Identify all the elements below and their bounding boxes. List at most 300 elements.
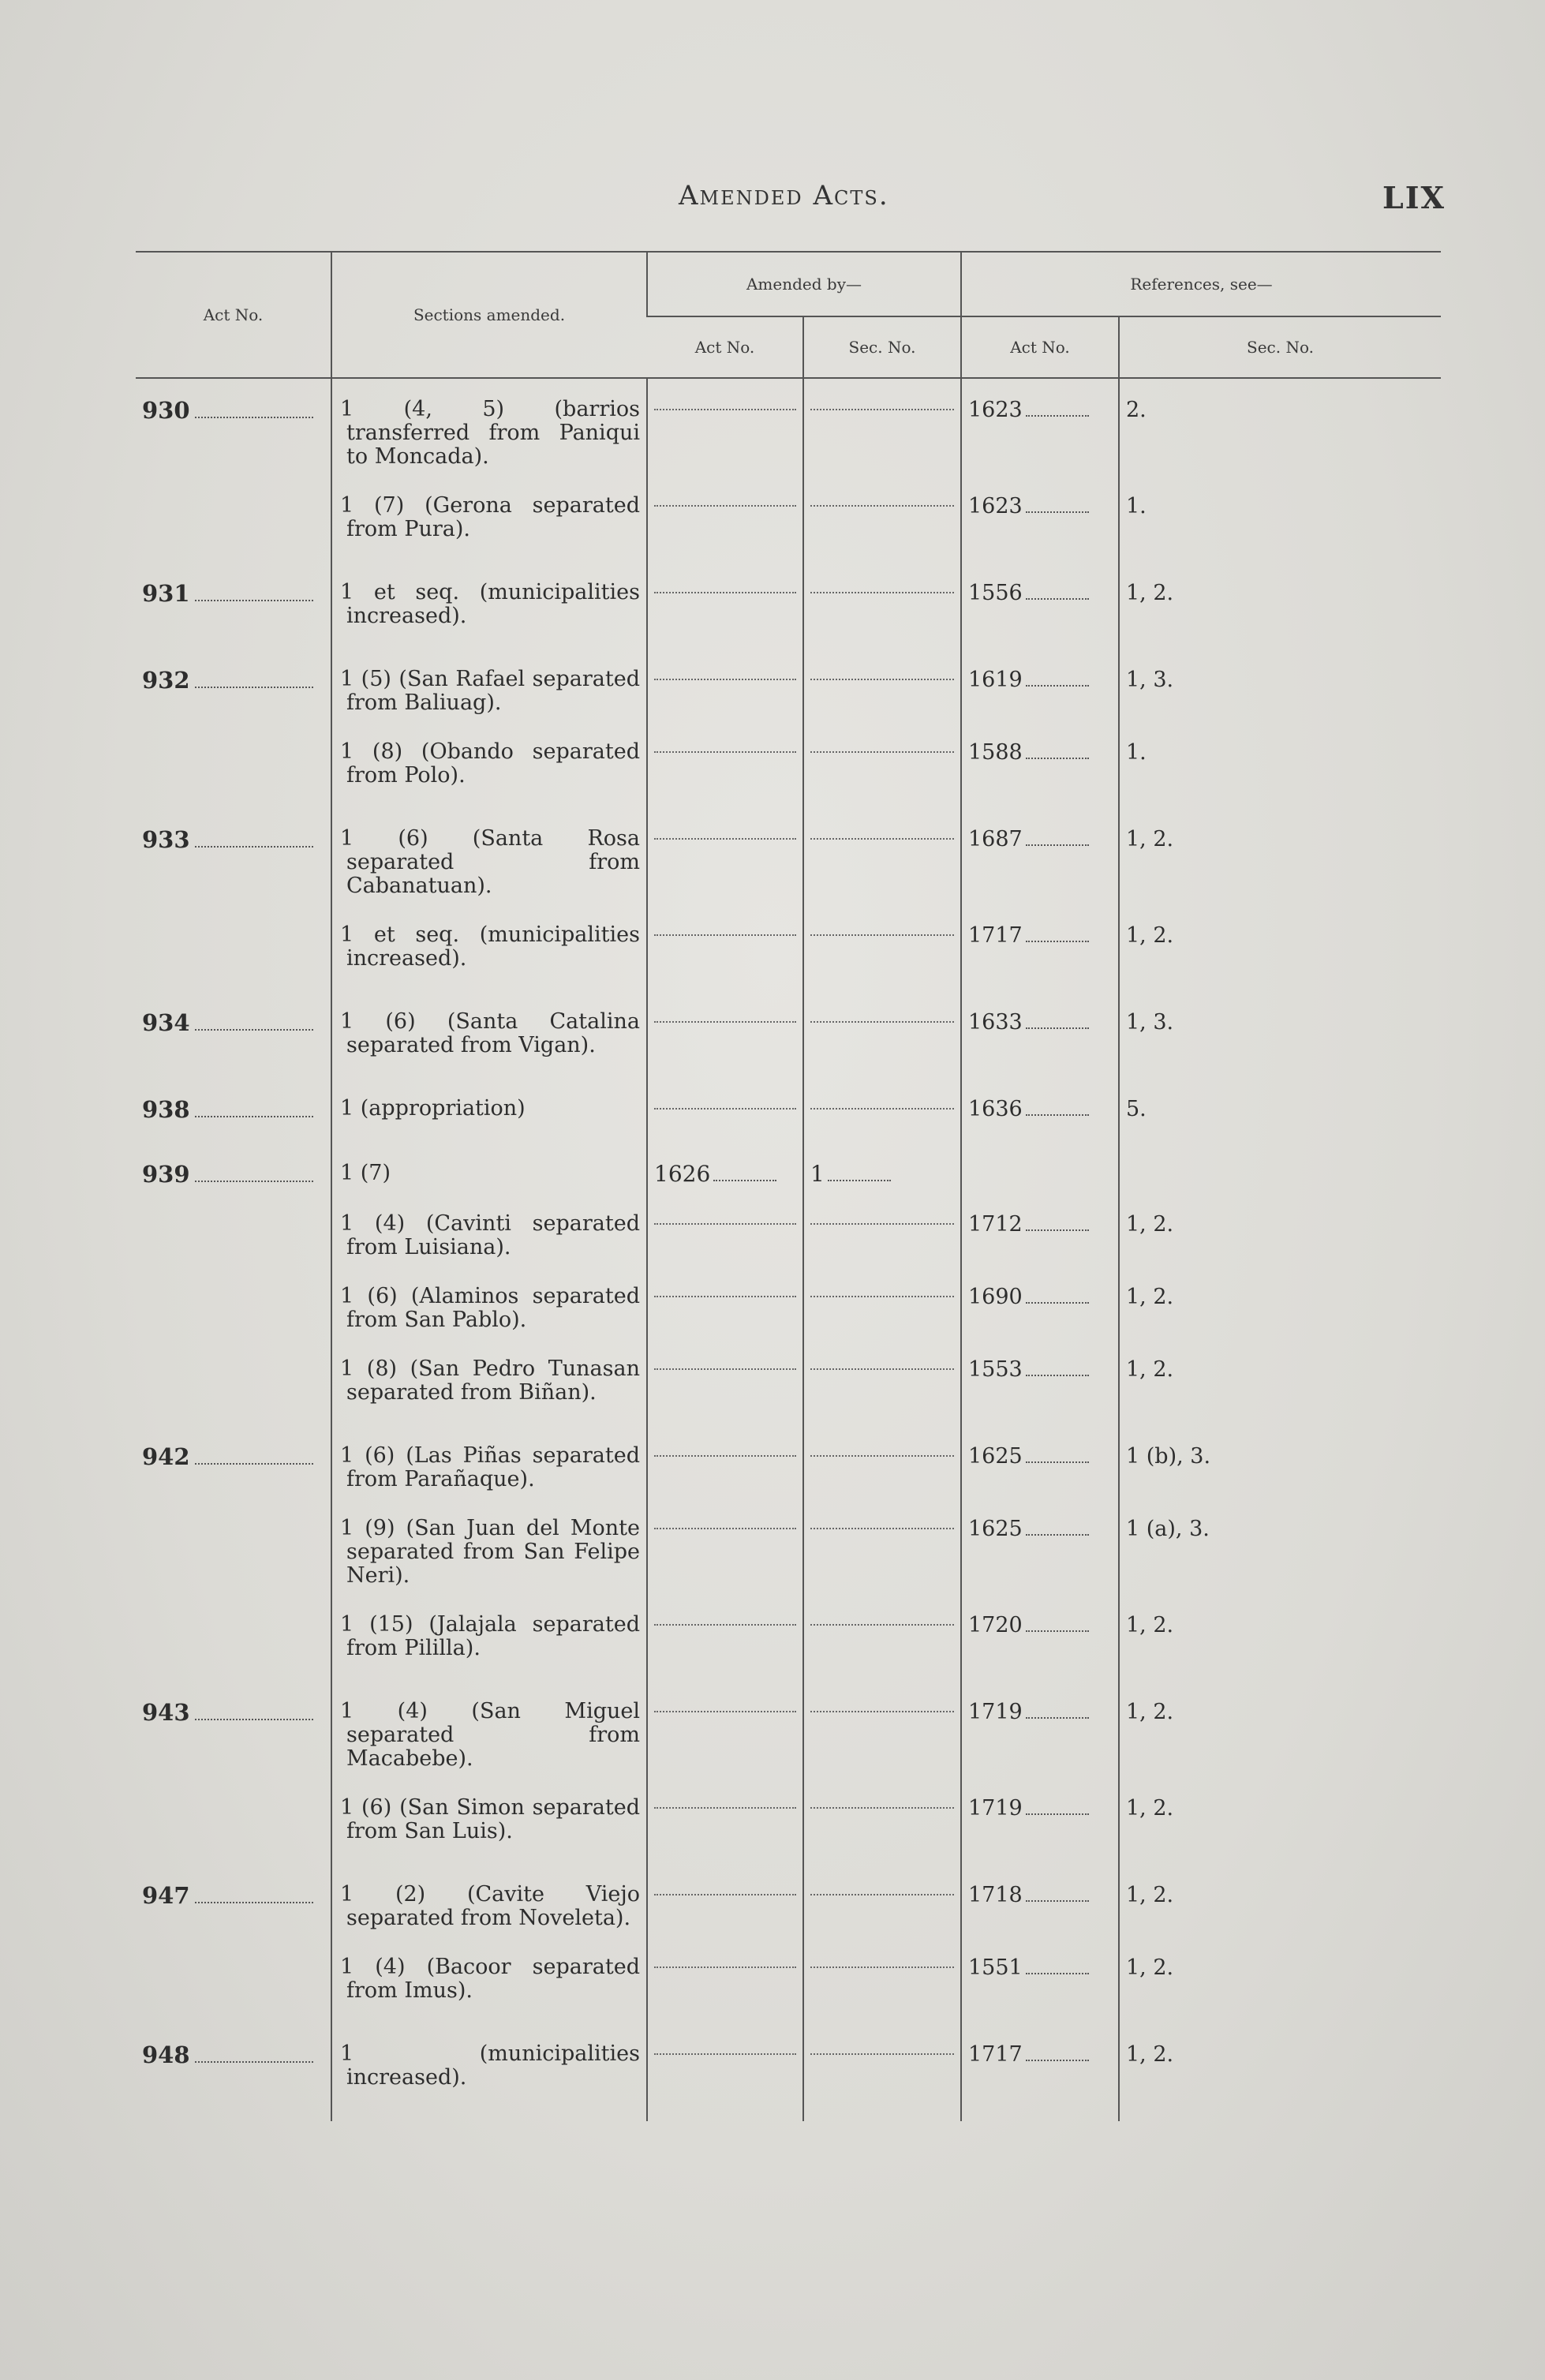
table-row	[136, 1201, 1441, 1274]
reference-sec-cell	[1119, 642, 1441, 729]
act-number-cell	[136, 802, 331, 912]
amended-sec-cell	[803, 1136, 961, 1201]
reference-sec-number: 1, 2.	[1126, 923, 1174, 948]
amended-sec-cell	[803, 2017, 961, 2121]
empty-dot-leader	[654, 668, 796, 680]
amended-sec-cell	[803, 1419, 961, 1506]
reference-act-cell	[961, 642, 1119, 729]
sections-amended-cell	[331, 1072, 647, 1136]
act-number: 934	[142, 1009, 190, 1036]
dot-leader	[195, 1116, 313, 1117]
reference-act-cell	[961, 1136, 1119, 1201]
reference-act-number: 1625	[968, 1444, 1023, 1469]
dot-leader	[195, 417, 313, 418]
reference-act-number: 1717	[968, 2042, 1023, 2067]
running-head	[0, 180, 1545, 227]
amended-act-cell	[647, 1785, 803, 1858]
act-number-cell	[136, 1201, 331, 1274]
act-number: 938	[142, 1096, 190, 1123]
act-number-cell	[136, 642, 331, 729]
sections-amended-cell	[331, 729, 647, 802]
reference-sec-number: 1, 2.	[1126, 1700, 1174, 1724]
table-row	[136, 1785, 1441, 1858]
amended-sec-cell	[803, 642, 961, 729]
reference-act-number: 1623	[968, 398, 1023, 422]
reference-sec-number: 1, 2.	[1126, 827, 1174, 851]
reference-sec-cell	[1119, 1858, 1441, 1944]
amended-act-cell	[647, 1072, 803, 1136]
empty-dot-leader	[654, 1010, 796, 1023]
reference-act-number: 1720	[968, 1613, 1023, 1637]
amended-sec-cell	[803, 729, 961, 802]
empty-dot-leader	[654, 740, 796, 753]
amended-sec-cell	[803, 1274, 961, 1346]
dot-leader	[1026, 941, 1089, 942]
dot-leader	[195, 600, 313, 601]
reference-act-cell	[961, 802, 1119, 912]
section-description: 1 et seq. (municipalities increased).	[340, 922, 640, 971]
amended-act-cell	[647, 1506, 803, 1602]
dot-leader	[1026, 1630, 1089, 1632]
reference-sec-number: 1, 3.	[1126, 1010, 1174, 1035]
act-number-cell	[136, 1136, 331, 1201]
sections-amended-cell	[331, 1675, 647, 1785]
dot-leader	[1026, 844, 1089, 846]
reference-act-number: 1623	[968, 494, 1023, 518]
sections-amended-cell	[331, 985, 647, 1072]
reference-act-number: 1553	[968, 1357, 1023, 1382]
act-number-cell	[136, 1675, 331, 1785]
reference-sec-number: 1 (b), 3.	[1126, 1444, 1211, 1469]
reference-act-cell	[961, 556, 1119, 642]
running-title: Amended Acts.	[679, 180, 889, 211]
header-act-no: Act No.	[136, 252, 331, 378]
reference-act-cell	[961, 1602, 1119, 1675]
reference-sec-cell	[1119, 729, 1441, 802]
act-number-cell	[136, 1602, 331, 1675]
table-row	[136, 1274, 1441, 1346]
reference-sec-number: 1, 2.	[1126, 2042, 1174, 2067]
section-description: 1 (6) (Alaminos separated from San Pablo).	[340, 1284, 640, 1332]
amended-act-cell	[647, 1944, 803, 2017]
table-row	[136, 1944, 1441, 2017]
amended-act-cell	[647, 483, 803, 556]
amended-sec-cell	[803, 556, 961, 642]
reference-sec-cell	[1119, 1136, 1441, 1201]
empty-dot-leader	[810, 1955, 954, 1968]
act-number: 939	[142, 1161, 190, 1188]
empty-dot-leader	[810, 1097, 954, 1110]
act-number-cell	[136, 556, 331, 642]
header-amended-act-no: Act No.	[647, 316, 803, 378]
dot-leader	[1026, 598, 1089, 600]
reference-sec-number: 1 (a), 3.	[1126, 1517, 1210, 1541]
empty-dot-leader	[654, 1517, 796, 1529]
dot-leader	[1026, 758, 1089, 759]
table-row	[136, 483, 1441, 556]
sections-amended-cell	[331, 1201, 647, 1274]
empty-dot-leader	[654, 1285, 796, 1297]
reference-act-number: 1625	[968, 1517, 1023, 1541]
sections-amended-cell	[331, 1136, 647, 1201]
amended-sec-cell	[803, 1602, 961, 1675]
section-description: 1 (4, 5) (barrios transferred from Paniqui to Moncada).	[340, 397, 640, 469]
reference-sec-cell	[1119, 1346, 1441, 1419]
empty-dot-leader	[654, 1883, 796, 1895]
amended-sec-cell	[803, 378, 961, 483]
reference-act-number: 1717	[968, 923, 1023, 948]
table-row	[136, 1072, 1441, 1136]
empty-dot-leader	[810, 1285, 954, 1297]
empty-dot-leader	[654, 2042, 796, 2055]
section-description: 1 (6) (San Simon separated from San Luis).	[340, 1795, 640, 1843]
empty-dot-leader	[654, 1212, 796, 1225]
reference-act-cell	[961, 1346, 1119, 1419]
amended-sec-cell	[803, 1506, 961, 1602]
section-description: 1 (4) (San Miguel separated from Macabebe).	[340, 1699, 640, 1771]
amended-sec-cell	[803, 1201, 961, 1274]
dot-leader	[195, 2061, 313, 2063]
act-number: 948	[142, 2041, 190, 2068]
amended-act-cell	[647, 1201, 803, 1274]
amended-sec-cell	[803, 1785, 961, 1858]
table-row	[136, 1346, 1441, 1419]
dot-leader	[195, 1181, 313, 1182]
header-amended-sec-no: Sec. No.	[803, 316, 961, 378]
dot-leader	[1026, 1717, 1089, 1719]
reference-sec-number: 1, 2.	[1126, 1357, 1174, 1382]
table-row	[136, 912, 1441, 985]
reference-sec-cell	[1119, 1419, 1441, 1506]
empty-dot-leader	[654, 827, 796, 840]
reference-sec-number: 1.	[1126, 740, 1147, 765]
empty-dot-leader	[654, 398, 796, 410]
section-description: 1 (4) (Cavinti separated from Luisiana).	[340, 1211, 640, 1259]
reference-act-number: 1556	[968, 581, 1023, 605]
reference-act-cell	[961, 483, 1119, 556]
section-description: 1 (15) (Jalajala separated from Pililla).	[340, 1612, 640, 1660]
header-amended-by: Amended by—	[647, 252, 961, 316]
reference-act-number: 1636	[968, 1097, 1023, 1121]
act-number-cell	[136, 1944, 331, 2017]
header-references: References, see—	[961, 252, 1441, 316]
section-description: 1 (7) (Gerona separated from Pura).	[340, 493, 640, 541]
dot-leader	[1026, 1813, 1089, 1815]
reference-sec-number: 1, 2.	[1126, 1613, 1174, 1637]
amended-act-cell	[647, 1419, 803, 1506]
reference-sec-cell	[1119, 912, 1441, 985]
reference-sec-cell	[1119, 2017, 1441, 2121]
section-description: 1 (municipalities increased).	[340, 2041, 640, 2090]
sections-amended-cell	[331, 483, 647, 556]
act-number: 943	[142, 1699, 190, 1726]
sections-amended-cell	[331, 1419, 647, 1506]
dot-leader	[1026, 415, 1089, 417]
act-number-cell	[136, 1072, 331, 1136]
reference-sec-cell	[1119, 1274, 1441, 1346]
dot-leader	[1026, 685, 1089, 687]
act-number: 947	[142, 1882, 190, 1909]
reference-sec-number: 1.	[1126, 494, 1147, 518]
sections-amended-cell	[331, 912, 647, 985]
reference-sec-cell	[1119, 556, 1441, 642]
dot-leader	[1026, 1534, 1089, 1536]
sections-amended-cell	[331, 1602, 647, 1675]
reference-act-cell	[961, 1274, 1119, 1346]
sections-amended-cell	[331, 1944, 647, 2017]
amended-act-cell	[647, 1675, 803, 1785]
dot-leader	[1026, 1900, 1089, 1902]
header-ref-act-no: Act No.	[961, 316, 1119, 378]
table-row	[136, 985, 1441, 1072]
act-number-cell	[136, 985, 331, 1072]
dot-leader	[1026, 511, 1089, 513]
table-row	[136, 1419, 1441, 1506]
dot-leader	[1026, 1375, 1089, 1376]
reference-act-number: 1551	[968, 1955, 1023, 1980]
amended-act-cell	[647, 912, 803, 985]
reference-act-cell	[961, 1944, 1119, 2017]
reference-act-cell	[961, 2017, 1119, 2121]
empty-dot-leader	[810, 827, 954, 840]
sections-amended-cell	[331, 378, 647, 483]
reference-act-number: 1712	[968, 1212, 1023, 1237]
sections-amended-cell	[331, 642, 647, 729]
amended-act-cell	[647, 556, 803, 642]
reference-act-cell	[961, 1675, 1119, 1785]
reference-act-cell	[961, 1201, 1119, 1274]
dot-leader	[195, 687, 313, 688]
amended-sec-cell	[803, 802, 961, 912]
dot-leader	[713, 1180, 776, 1181]
section-description: 1 (5) (San Rafael separated from Baliuag).	[340, 667, 640, 715]
dot-leader	[1026, 1461, 1089, 1463]
amended-sec-number: 1	[810, 1161, 825, 1187]
reference-sec-number: 5.	[1126, 1097, 1147, 1121]
section-description: 1 (6) (Santa Rosa separated from Cabanatuan).	[340, 826, 640, 898]
table-row	[136, 1506, 1441, 1602]
amended-sec-cell	[803, 1944, 961, 2017]
act-number: 942	[142, 1443, 190, 1470]
reference-sec-cell	[1119, 1602, 1441, 1675]
reference-act-number: 1690	[968, 1285, 1023, 1309]
dot-leader	[195, 1902, 313, 1903]
section-description: 1 (appropriation)	[340, 1096, 526, 1121]
section-description: 1 (7)	[340, 1161, 391, 1185]
reference-act-cell	[961, 1072, 1119, 1136]
reference-act-cell	[961, 1419, 1119, 1506]
reference-sec-cell	[1119, 1944, 1441, 2017]
reference-act-number: 1719	[968, 1796, 1023, 1821]
amended-act-cell	[647, 1274, 803, 1346]
amended-sec-cell	[803, 1675, 961, 1785]
empty-dot-leader	[654, 1796, 796, 1809]
act-number: 931	[142, 580, 190, 607]
empty-dot-leader	[810, 1883, 954, 1895]
dot-leader	[1026, 1114, 1089, 1116]
amended-act-cell	[647, 985, 803, 1072]
empty-dot-leader	[654, 1700, 796, 1712]
sections-amended-cell	[331, 1346, 647, 1419]
reference-act-number: 1687	[968, 827, 1023, 851]
reference-sec-cell	[1119, 483, 1441, 556]
empty-dot-leader	[654, 1955, 796, 1968]
section-description: 1 (2) (Cavite Viejo separated from Noveleta).	[340, 1882, 640, 1930]
empty-dot-leader	[654, 1613, 796, 1626]
reference-act-cell	[961, 378, 1119, 483]
empty-dot-leader	[654, 494, 796, 507]
sections-amended-cell	[331, 1858, 647, 1944]
empty-dot-leader	[810, 1444, 954, 1457]
dot-leader	[1026, 1973, 1089, 1974]
amended-act-cell	[647, 1602, 803, 1675]
empty-dot-leader	[810, 668, 954, 680]
empty-dot-leader	[654, 1444, 796, 1457]
section-description: 1 (8) (Obando separated from Polo).	[340, 739, 640, 788]
act-number-cell	[136, 912, 331, 985]
empty-dot-leader	[810, 740, 954, 753]
reference-sec-cell	[1119, 1785, 1441, 1858]
act-number-cell	[136, 378, 331, 483]
sections-amended-cell	[331, 1274, 647, 1346]
reference-act-cell	[961, 1785, 1119, 1858]
reference-act-cell	[961, 1858, 1119, 1944]
reference-sec-cell	[1119, 1675, 1441, 1785]
dot-leader	[828, 1180, 891, 1181]
act-number-cell	[136, 1506, 331, 1602]
table-row	[136, 1858, 1441, 1944]
amended-acts-table	[136, 251, 1441, 2121]
table-body	[136, 378, 1441, 2121]
reference-sec-cell	[1119, 802, 1441, 912]
table-row	[136, 378, 1441, 483]
empty-dot-leader	[810, 2042, 954, 2055]
amended-sec-cell	[803, 483, 961, 556]
dot-leader	[1026, 1229, 1089, 1231]
sections-amended-cell	[331, 802, 647, 912]
reference-sec-number: 1, 2.	[1126, 1285, 1174, 1309]
dot-leader	[195, 846, 313, 848]
empty-dot-leader	[810, 923, 954, 936]
reference-act-number: 1719	[968, 1700, 1023, 1724]
sections-amended-cell	[331, 2017, 647, 2121]
act-number-cell	[136, 1785, 331, 1858]
header-ref-sec-no: Sec. No.	[1119, 316, 1441, 378]
amended-act-number: 1626	[654, 1161, 711, 1187]
empty-dot-leader	[810, 398, 954, 410]
table-row	[136, 2017, 1441, 2121]
table-row	[136, 729, 1441, 802]
reference-act-number: 1718	[968, 1883, 1023, 1907]
table-row	[136, 802, 1441, 912]
section-description: 1 (6) (Santa Catalina separated from Vigan).	[340, 1009, 640, 1057]
reference-sec-cell	[1119, 985, 1441, 1072]
reference-sec-number: 1, 2.	[1126, 1796, 1174, 1821]
act-number-cell	[136, 1419, 331, 1506]
empty-dot-leader	[654, 1357, 796, 1370]
reference-act-cell	[961, 985, 1119, 1072]
reference-act-cell	[961, 912, 1119, 985]
empty-dot-leader	[810, 1357, 954, 1370]
dot-leader	[1026, 1302, 1089, 1304]
act-number-cell	[136, 1346, 331, 1419]
amended-sec-cell	[803, 1346, 961, 1419]
reference-sec-number: 1, 2.	[1126, 1883, 1174, 1907]
section-description: 1 (8) (San Pedro Tunasan separated from Biñan).	[340, 1357, 640, 1405]
reference-sec-number: 1, 2.	[1126, 1955, 1174, 1980]
amended-act-cell	[647, 378, 803, 483]
empty-dot-leader	[654, 1097, 796, 1110]
sections-amended-cell	[331, 556, 647, 642]
act-number-cell	[136, 1274, 331, 1346]
amended-sec-cell	[803, 1072, 961, 1136]
table-row	[136, 556, 1441, 642]
empty-dot-leader	[654, 923, 796, 936]
reference-act-cell	[961, 729, 1119, 802]
amended-act-cell	[647, 1136, 803, 1201]
reference-sec-number: 1, 3.	[1126, 668, 1174, 692]
reference-sec-number: 1, 2.	[1126, 581, 1174, 605]
dot-leader	[1026, 1027, 1089, 1029]
table-row	[136, 1602, 1441, 1675]
dot-leader	[195, 1719, 313, 1720]
amended-act-cell	[647, 1346, 803, 1419]
dot-leader	[195, 1463, 313, 1465]
act-number-cell	[136, 1858, 331, 1944]
act-number-cell	[136, 2017, 331, 2121]
act-number: 933	[142, 826, 190, 853]
reference-sec-number: 2.	[1126, 398, 1147, 422]
amended-act-cell	[647, 642, 803, 729]
empty-dot-leader	[810, 1613, 954, 1626]
sections-amended-cell	[331, 1506, 647, 1602]
reference-sec-cell	[1119, 378, 1441, 483]
reference-sec-cell	[1119, 1506, 1441, 1602]
dot-leader	[195, 1029, 313, 1031]
page-number: LIX	[1382, 180, 1446, 215]
table-row	[136, 1136, 1441, 1201]
empty-dot-leader	[810, 494, 954, 507]
act-number-cell	[136, 729, 331, 802]
amended-act-cell	[647, 802, 803, 912]
act-number: 930	[142, 397, 190, 424]
amended-sec-cell	[803, 1858, 961, 1944]
amended-sec-cell	[803, 912, 961, 985]
reference-sec-cell	[1119, 1201, 1441, 1274]
empty-dot-leader	[810, 1796, 954, 1809]
act-number-cell	[136, 483, 331, 556]
act-number: 932	[142, 667, 190, 694]
reference-sec-number: 1, 2.	[1126, 1212, 1174, 1237]
section-description: 1 et seq. (municipalities increased).	[340, 580, 640, 628]
section-description: 1 (4) (Bacoor separated from Imus).	[340, 1955, 640, 2003]
reference-act-number: 1588	[968, 740, 1023, 765]
amended-act-cell	[647, 729, 803, 802]
header-sections-amended: Sections amended.	[331, 252, 647, 378]
reference-sec-cell	[1119, 1072, 1441, 1136]
empty-dot-leader	[810, 1517, 954, 1529]
section-description: 1 (6) (Las Piñas separated from Parañaque).	[340, 1443, 640, 1491]
amended-sec-cell	[803, 985, 961, 1072]
sections-amended-cell	[331, 1785, 647, 1858]
amended-act-cell	[647, 2017, 803, 2121]
table-row	[136, 1675, 1441, 1785]
reference-act-number: 1619	[968, 668, 1023, 692]
empty-dot-leader	[810, 1010, 954, 1023]
table-row	[136, 642, 1441, 729]
dot-leader	[1026, 2060, 1089, 2061]
empty-dot-leader	[810, 581, 954, 593]
